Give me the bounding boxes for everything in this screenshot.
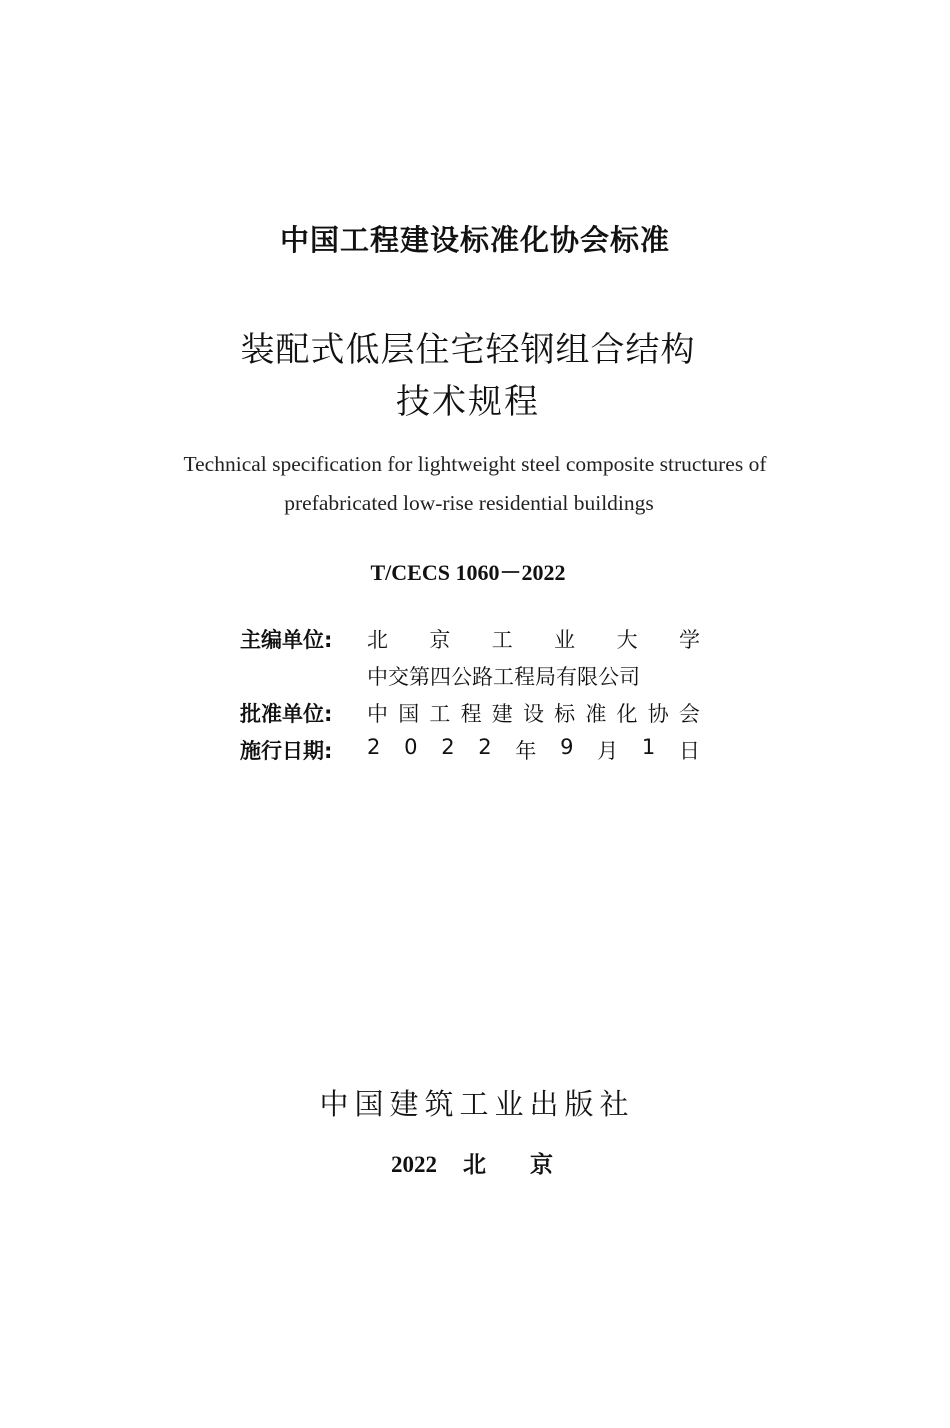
publication-place-year [0,1146,947,1179]
effective-date-row [240,731,700,768]
approver-char: 准 [585,701,607,726]
publication-year: 2022 [391,1152,437,1177]
editor-1-char: 工 [491,627,513,652]
publication-city-char: 京 [530,1152,553,1178]
approver-char: 国 [398,701,420,726]
document-title-zh-line2: 技术规程 [396,382,540,422]
standard-metadata [240,620,700,768]
approver-char: 工 [429,701,451,726]
date-char: 2 [441,734,455,759]
approver-char: 程 [460,701,482,726]
editor-2-row [240,657,700,694]
date-char: 0 [404,734,418,759]
date-char: 2 [367,734,381,759]
approver-char: 会 [678,701,700,726]
approver-value [367,698,700,728]
date-char: 1 [641,734,656,759]
editor-1-char: 大 [616,627,638,652]
editor-label: 主编单位: [240,627,333,652]
effective-date-label: 施行日期: [240,738,333,763]
editor-1-char: 北 [367,627,388,652]
approver-row [240,694,700,731]
date-char: 9 [560,734,574,759]
publication-city-char: 北 [463,1152,486,1178]
editor-1-char: 学 [678,627,700,652]
date-char: 月 [597,738,619,763]
association-standard-title: 中国工程建设标准化协会标准 [279,223,670,257]
approver-char: 化 [616,701,638,726]
editor-1-char: 京 [429,627,451,652]
effective-date-value [367,735,700,765]
document-title-zh-line1: 装配式低层住宅轻钢组合结构 [240,330,696,370]
standard-code: T/CECS 1060－2022 [370,560,566,585]
editor-1-value [367,624,700,654]
approver-char: 中 [367,701,388,726]
date-char: 日 [679,738,700,763]
date-char: 年 [515,738,537,763]
approver-char: 协 [647,701,669,726]
publisher-name: 中国建筑工业出版社 [319,1087,635,1121]
approver-label: 批准单位: [240,701,333,726]
document-title-en-line1: Technical specification for lightweight steel composite structures of [183,452,767,476]
date-char: 2 [478,734,492,759]
editor-1-char: 业 [554,627,576,652]
approver-char: 设 [522,701,544,726]
approver-char: 建 [491,701,513,726]
editor-2-value: 中交第四公路工程局有限公司 [367,664,640,689]
approver-char: 标 [554,701,576,726]
editor-row [240,620,700,657]
document-title-en-line2: prefabricated low-rise residential buildings [284,491,654,515]
